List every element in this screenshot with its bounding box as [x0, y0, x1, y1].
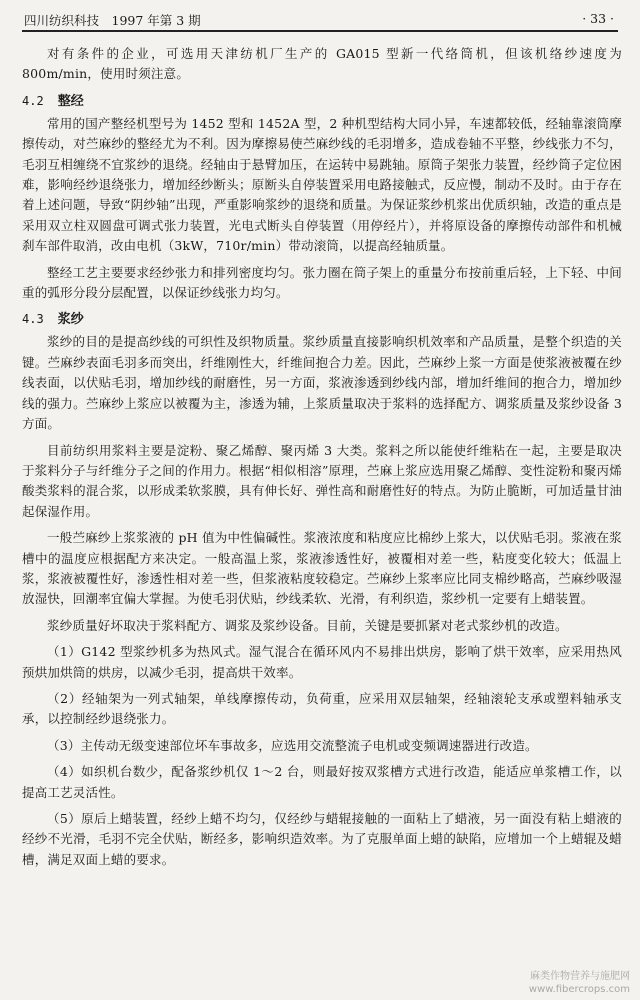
paragraph: 整经工艺主要要求经纱张力和排列密度均匀。张力圈在筒子架上的重量分布按前重后轻，上下轻、中间重的弧形分段分层配置，以保证纱线张力均匀。	[22, 264, 622, 301]
article-body	[22, 44, 622, 876]
list-item: （1）G142 型浆纱机多为热风式。湿气混合在循环风内不易排出烘房，影响了烘干效率，应采用热风预烘加烘筒的烘房，以减少毛羽，提高烘干效率。	[22, 644, 622, 680]
list-item: （4）如织机台数少，配备浆纱机仅 1～2 台，则最好按双浆槽方式进行改造，能适应单浆槽工作，以提高工艺灵活性。	[22, 764, 622, 800]
site-watermark	[529, 970, 630, 996]
section-heading-4-2	[22, 91, 622, 112]
running-header	[22, 8, 618, 32]
paragraph: 常用的国产整经机型号为 1452 型和 1452A 型，2 种机型结构大同小异，车速都较低，经轴靠滚筒摩擦传动，对苎麻纱的整经尤为不利。因为摩擦易使苎麻纱线的毛羽增多，造成卷轴不平整，纱线张力不匀，毛羽互相缠绕不宜浆纱的退绕。经轴由于悬臂加压，在运转中易跳轴。原筒子架张力装置，经纱筒子定位困难，影响经纱退绕张力，增加经纱断头；原断头自停装置采用电路接触式，反应慢，制动不及时。由于存在着上述问题，导致“阴纱轴”出现，严重影响浆纱的退绕和质量。为保证浆纱机浆出优质织轴，改造的重点是采用双立柱双圆盘可调式张力装置，光电式断头自停装置（用停经片），并将原设备的摩擦传动部件和机械刹车部件取消，改由电机（3kW，710r/min）带动滚筒，以提高经轴质量。	[22, 115, 622, 254]
section-number: 4.3	[22, 312, 44, 327]
section-title: 浆纱	[57, 312, 84, 328]
paragraph: 一般苎麻纱上浆浆液的 pH 值为中性偏碱性。浆液浓度和粘度应比棉纱上浆大，以伏贴毛羽。浆液在浆槽中的温度应根据配方来决定。一般高温上浆，浆液渗透性好，被覆相对差一些，粘度变化较大；低温上浆，浆液被覆性好，渗透性相对差一些，但浆液粘度较稳定。苎麻纱上浆率应比同支棉纱略高，苎麻纱吸湿放湿快，回潮率宜偏大掌握。为使毛羽伏贴，纱线柔软、光滑，有利织造，浆纱机一定要有上蜡装置。	[22, 530, 622, 607]
journal-issue: 四川纺织科技 1997 年第 3 期	[24, 13, 201, 28]
list-item: （3）主传动无级变速部位坏车事故多，应选用交流整流子电机或变频调速器进行改造。	[47, 737, 538, 753]
page-number: · 33 ·	[582, 11, 614, 26]
watermark-url: www.fibercrops.com	[528, 984, 630, 995]
watermark-title: 麻类作物营养与施肥网	[530, 971, 630, 982]
list-item: （5）原后上蜡装置，经纱上蜡不均匀，仅经纱与蜡辊接触的一面粘上了蜡液，另一面没有粘上蜡液的经纱不光滑，毛羽不完全伏贴，断经多，影响织造效率。为了克服单面上蜡的缺陷，应增加一个上蜡辊及蜡槽，满足双面上蜡的要求。	[22, 811, 622, 867]
section-title: 整经	[57, 93, 84, 109]
section-number: 4.2	[22, 93, 44, 108]
paragraph: 对有条件的企业，可选用天津纺机厂生产的 GA015 型新一代络筒机，但该机络纱速度为 800m/min，使用时须注意。	[22, 46, 622, 82]
section-heading-4-3	[22, 309, 622, 330]
paragraph: 浆纱的目的是提高纱线的可织性及织物质量。浆纱质量直接影响织机效率和产品质量，是整个织造的关键。苎麻纱表面毛羽多而突出，纤维刚性大，纤维间抱合力差。因此，苎麻纱上浆一方面是使浆液被覆在纱线表面，以伏贴毛羽，增加纱线的耐磨性，另一方面，浆液渗透到纱线内部，增加纤维间的抱合力，增加纱线的强力。苎麻纱上浆应以被覆为主，渗透为辅，上浆质量取决于浆料的选择配方、调浆质量及浆纱设备 3 方面。	[22, 334, 622, 432]
paragraph: 浆纱质量好坏取决于浆料配方、调浆及浆纱设备。目前，关键是要抓紧对老式浆纱机的改造。	[47, 617, 568, 633]
list-item: （2）经轴架为一列式轴架，单线摩擦传动，负荷重，应采用双层轴架，经轴滚轮支承或塑料轴承支承，以控制经纱退绕张力。	[22, 690, 622, 727]
paragraph: 目前纺织用浆料主要是淀粉、聚乙烯醇、聚丙烯 3 大类。浆料之所以能使纤维粘在一起，主要是取决于浆料分子与纤维分子之间的作用力。根据“相似相溶”原理，苎麻上浆应选用聚乙烯醇、变性淀粉和聚丙烯酸类浆料的混合浆，以形成柔软浆膜，具有伸长好、弹性高和耐磨性好的特点。为防止脆断，可加适量甘油起保湿作用。	[22, 442, 622, 519]
